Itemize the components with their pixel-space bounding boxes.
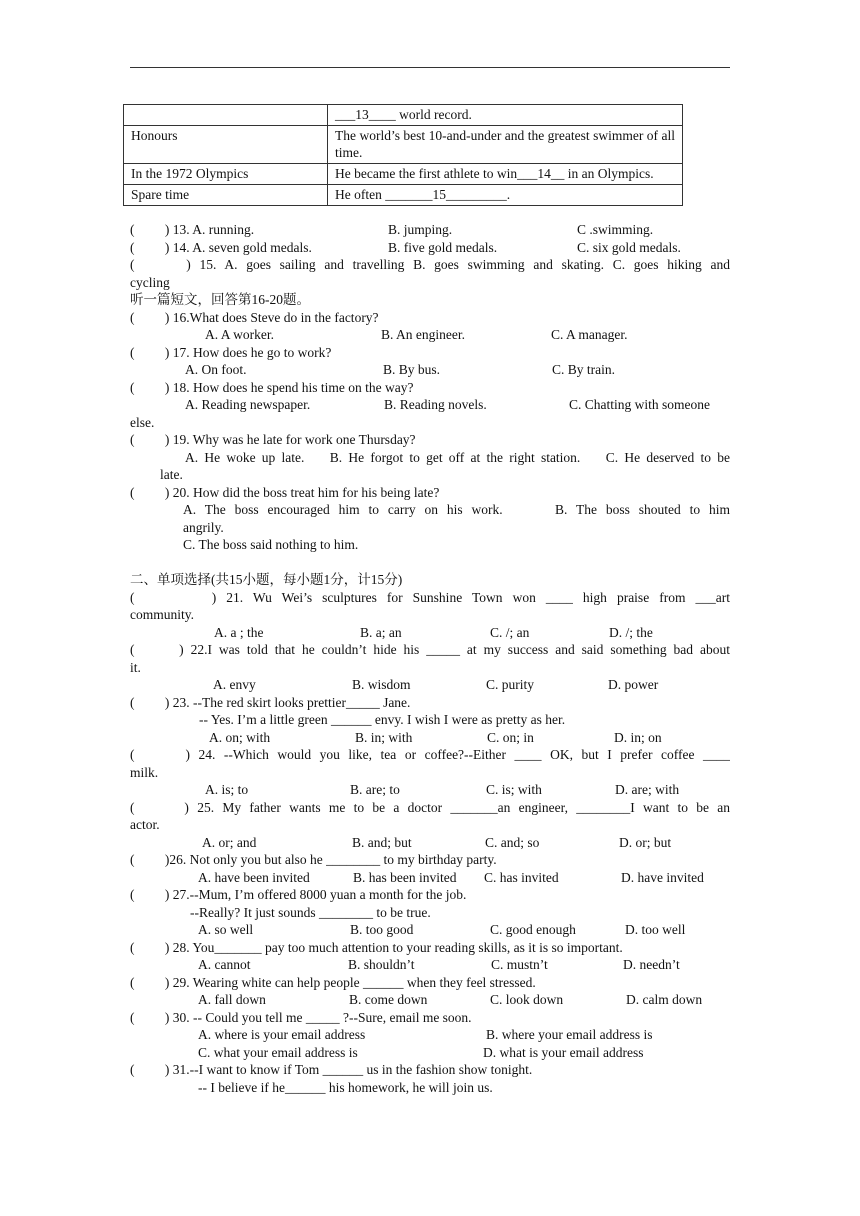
question-26: ( )26. Not only you but also he ________ to my birthday party. <box>130 852 497 867</box>
question-18: ( ) 18. How does he spend his time on the way? <box>130 379 414 395</box>
table-text-cell: ___13____ world record. <box>328 105 683 126</box>
question-25: ( ) 25. My father wants me to be a doctor _______an engineer, ________I want to be an <box>130 799 730 815</box>
question-28-options <box>130 956 730 974</box>
question-13 <box>130 221 730 239</box>
option-a: A. have been invited <box>198 869 310 885</box>
question-28: ( ) 28. You_______ pay too much attention to your reading skills, as it is so important. <box>130 939 623 955</box>
option-c: C. good enough <box>490 922 576 937</box>
option-c: C. six gold medals. <box>577 239 681 255</box>
question-27: ( ) 27.--Mum, I’m offered 8000 yuan a month for the job. <box>130 887 467 902</box>
option-b: B. too good <box>350 922 414 937</box>
option-c: C. /; an <box>490 624 530 640</box>
option-a: A. On foot. <box>185 362 247 377</box>
question-23-options <box>130 729 730 747</box>
option-c: C. and; so <box>485 834 540 850</box>
option-d: D. what is your email address <box>483 1044 644 1060</box>
option-d: D. /; the <box>609 624 653 640</box>
option-b: B. An engineer. <box>381 327 465 342</box>
table-row <box>124 105 683 126</box>
question-22: ( ) 22.I was told that he couldn’t hide his _____ at my success and said something bad about <box>130 642 730 657</box>
option-b: B. and; but <box>352 834 412 850</box>
option-b: B. has been invited <box>353 869 457 885</box>
question-30-options-ab <box>130 1026 730 1044</box>
option-d: D. needn’t <box>623 957 680 972</box>
question-27-cont: --Really? It just sounds ________ to be true. <box>190 904 431 920</box>
option-a: A. where is your email address <box>198 1027 366 1042</box>
question-19-options-cont: late. <box>160 467 183 482</box>
question-24: ( ) 24. --Which would you like, tea or coffee?--Either ____ OK, but I prefer coffee ____ <box>130 747 730 762</box>
section-instruction: 听一篇短文，回答第16-20题。 <box>130 292 310 307</box>
option-a: A. A worker. <box>205 327 274 342</box>
option-c: C. purity <box>486 677 535 692</box>
question-26-options <box>130 869 730 887</box>
option-d: D. calm down <box>626 992 703 1007</box>
option-c: C. The boss said nothing to him. <box>183 537 359 552</box>
info-table <box>123 104 683 206</box>
option-a: A. cannot <box>198 957 251 972</box>
option-c: C .swimming. <box>577 222 654 237</box>
option-c-cont: else. <box>130 414 155 430</box>
option-a: A. Reading newspaper. <box>185 397 311 412</box>
question-stem: ( ) 13. A. running. <box>130 222 255 237</box>
option-c: C. what your email address is <box>198 1044 358 1060</box>
option-c: C. A manager. <box>551 327 628 342</box>
option-b: B. five gold medals. <box>388 239 498 255</box>
section-heading: 二、单项选择(共15小题，每小题1分，计15分) <box>130 572 403 587</box>
option-d: D. too well <box>625 922 686 937</box>
table-label-cell <box>124 105 328 126</box>
question-25-options <box>130 834 730 852</box>
table-text-cell: The world’s best 10-and-under and the greatest swimmer of all time. <box>328 126 683 164</box>
question-16: ( ) 16.What does Steve do in the factory? <box>130 309 379 325</box>
question-27-options <box>130 921 730 939</box>
table-label-cell: Spare time <box>124 185 328 206</box>
question-19-options: A. He woke up late. B. He forgot to get off at the right station. C. He deserved to be <box>185 449 730 465</box>
option-a: A. a ; the <box>214 624 264 640</box>
table-text-cell: He often _______15_________. <box>328 185 683 206</box>
question-22-options <box>130 676 730 694</box>
option-c: C. on; in <box>487 729 534 745</box>
question-21-cont: community. <box>130 607 194 622</box>
question-31: ( ) 31.--I want to know if Tom ______ us in the fashion show tonight. <box>130 1062 533 1077</box>
option-d: D. have invited <box>621 869 704 885</box>
option-c: C. is; with <box>486 782 542 797</box>
option-c: C. By train. <box>552 362 615 377</box>
question-14 <box>130 239 730 257</box>
option-a: A. envy <box>213 677 256 692</box>
header-rule <box>130 67 730 68</box>
question-25-cont: actor. <box>130 817 160 832</box>
table-label-cell: In the 1972 Olympics <box>124 164 328 185</box>
question-20: ( ) 20. How did the boss treat him for his being late? <box>130 484 440 500</box>
table-label-cell: Honours <box>124 126 328 164</box>
option-b: B. are; to <box>350 782 400 797</box>
question-20-options-cont: angrily. <box>183 519 224 535</box>
option-b: B. By bus. <box>383 362 441 377</box>
option-b: B. a; an <box>360 624 402 640</box>
question-22-cont: it. <box>130 659 141 675</box>
question-16-options <box>130 326 730 344</box>
table-text-cell: He became the first athlete to win___14__ in an Olympics. <box>328 164 683 185</box>
option-d: D. are; with <box>615 782 680 797</box>
table-row <box>124 126 683 164</box>
question-18-options <box>130 396 730 414</box>
question-21-options <box>130 624 730 642</box>
option-d: D. in; on <box>614 729 662 745</box>
question-29: ( ) 29. Wearing white can help people ______ when they feel stressed. <box>130 974 536 990</box>
question-21: ( ) 21. Wu Wei’s sculptures for Sunshine Town won ____ high praise from ___art <box>130 589 730 605</box>
question-23: ( ) 23. --The red skirt looks prettier_____ Jane. <box>130 694 411 710</box>
question-17-options <box>130 361 730 379</box>
question-19: ( ) 19. Why was he late for work one Thursday? <box>130 432 416 447</box>
question-content <box>130 221 730 1096</box>
question-31-cont: -- I believe if he______ his homework, he will join us. <box>198 1079 493 1095</box>
question-15-cont: cycling <box>130 274 170 290</box>
option-b: B. where your email address is <box>486 1027 653 1042</box>
question-30: ( ) 30. -- Could you tell me _____ ?--Sure, email me soon. <box>130 1009 472 1025</box>
option-b: B. wisdom <box>352 677 411 692</box>
option-b: B. jumping. <box>388 222 453 237</box>
question-24-cont: milk. <box>130 764 159 780</box>
option-a: A. or; and <box>202 834 257 850</box>
question-23-cont: -- Yes. I’m a little green ______ envy. I wish I were as pretty as her. <box>199 712 566 727</box>
table-row <box>124 185 683 206</box>
option-c: C. look down <box>490 992 564 1007</box>
option-a: A. so well <box>198 922 254 937</box>
option-a: A. is; to <box>205 782 249 797</box>
question-30-options-cd <box>130 1044 730 1062</box>
option-b: B. in; with <box>355 729 413 745</box>
option-c: C. Chatting with someone <box>569 397 710 412</box>
option-c: C. mustn’t <box>491 957 548 972</box>
question-15: ( ) 15. A. goes sailing and travelling B. goes swimming and skating. C. goes hiking and <box>130 257 730 272</box>
option-a: A. on; with <box>209 729 271 745</box>
question-29-options <box>130 991 730 1009</box>
option-b: B. come down <box>349 992 428 1007</box>
question-stem: ( ) 14. A. seven gold medals. <box>130 239 312 255</box>
option-c: C. has invited <box>484 869 559 885</box>
question-20-options: A. The boss encouraged him to carry on his work. B. The boss shouted to him <box>183 502 730 517</box>
option-b: B. Reading novels. <box>384 397 487 412</box>
question-17: ( ) 17. How does he go to work? <box>130 344 332 360</box>
option-b: B. shouldn’t <box>348 957 415 972</box>
option-d: D. or; but <box>619 834 672 850</box>
option-a: A. fall down <box>198 992 266 1007</box>
question-24-options <box>130 781 730 799</box>
table-row <box>124 164 683 185</box>
option-d: D. power <box>608 677 659 692</box>
